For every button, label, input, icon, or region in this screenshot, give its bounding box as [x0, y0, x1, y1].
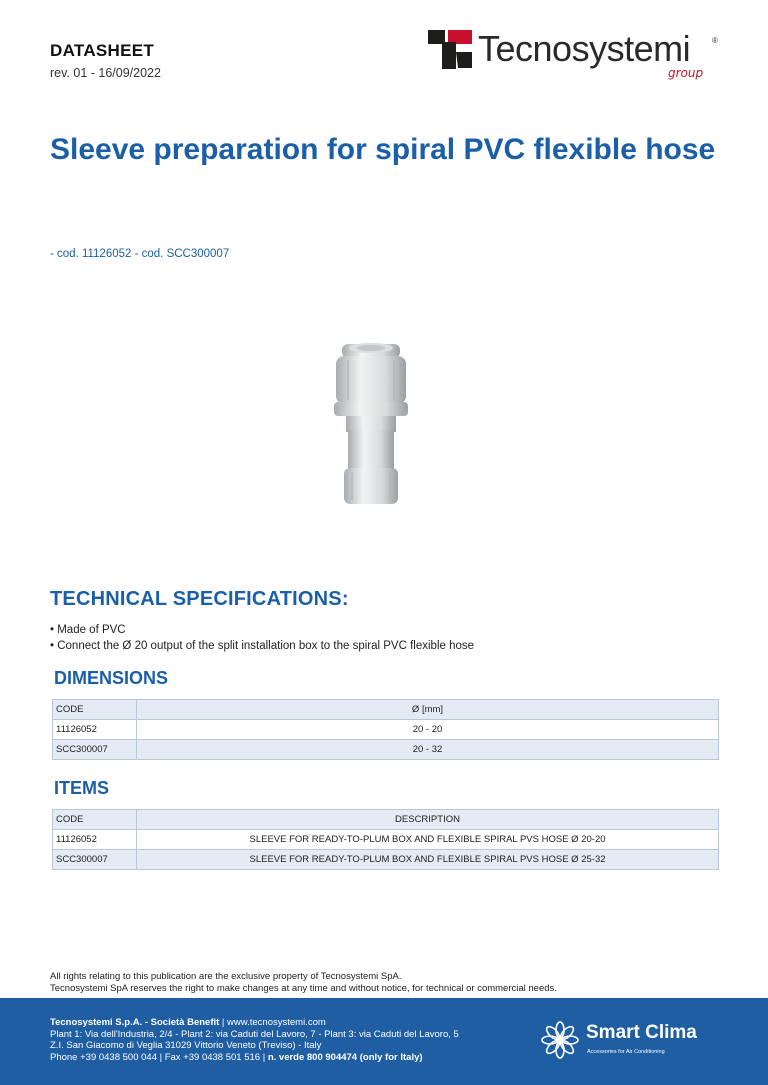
product-image — [330, 340, 412, 510]
column-header: DESCRIPTION — [137, 810, 719, 830]
smart-clima-tagline: Accessories for Air Conditioning — [587, 1049, 665, 1055]
smart-clima-logo — [540, 1018, 730, 1064]
code-cell: SCC300007 — [53, 740, 137, 760]
table-header-row — [53, 810, 719, 830]
rights-line: All rights relating to this publication are the exclusive property of Tecnosystemi SpA. — [50, 971, 402, 982]
page-title: Sleeve preparation for spiral PVC flexible hose — [50, 133, 716, 166]
description-cell: SLEEVE FOR READY-TO-PLUM BOX AND FLEXIBLE SPIRAL PVS HOSE Ø 25-32 — [137, 850, 719, 870]
smart-clima-name: Smart Clima — [586, 1022, 697, 1043]
tecnosystemi-logo-mark-icon — [428, 30, 474, 70]
rights-line: Tecnosystemi SpA reserves the right to make changes at any time and without notice, for technical or commercial needs. — [50, 983, 557, 994]
rights-notice — [50, 971, 557, 995]
revision-date: rev. 01 - 16/09/2022 — [50, 66, 161, 80]
footer-company-info — [50, 1017, 459, 1063]
company-website[interactable]: | www.tecnosystemi.com — [219, 1017, 326, 1028]
column-header: CODE — [53, 810, 137, 830]
table-header-row — [53, 700, 719, 720]
list-item: • Made of PVC — [50, 624, 126, 636]
table-row — [53, 850, 719, 870]
phone-fax: Phone +39 0438 500 044 | Fax +39 0438 501 516 | — [50, 1051, 268, 1063]
footer-plants-line: Plant 1: Via dell'Industria, 2/4 - Plant 2: via Caduti del Lavoro, 7 - Plant 3: via Caduti del Lavoro, 5 — [50, 1028, 459, 1040]
footer — [0, 998, 768, 1085]
items-heading: ITEMS — [54, 778, 110, 798]
logo-registered-mark: ® — [712, 36, 718, 45]
specs-list — [50, 622, 474, 654]
column-header: Ø [mm] — [137, 700, 719, 720]
tecnosystemi-logo — [428, 28, 728, 84]
diameter-cell: 20 - 32 — [137, 740, 719, 760]
toll-free-number: n. verde 800 904474 (only for Italy) — [267, 1051, 423, 1063]
code-cell: 11126052 — [53, 720, 137, 740]
datasheet-label: DATASHEET — [50, 41, 155, 60]
table-row — [53, 740, 719, 760]
smart-clima-flower-icon — [540, 1020, 580, 1060]
technical-specifications-heading: TECHNICAL SPECIFICATIONS: — [50, 588, 349, 610]
footer-contacts-line — [50, 1052, 459, 1064]
table-row — [53, 720, 719, 740]
dimensions-heading: DIMENSIONS — [54, 668, 169, 688]
column-header: CODE — [53, 700, 137, 720]
dimensions-table — [52, 699, 719, 760]
diameter-cell: 20 - 20 — [137, 720, 719, 740]
list-item: • Connect the Ø 20 output of the split installation box to the spiral PVC flexible hose — [50, 640, 475, 652]
company-name: Tecnosystemi S.p.A. - Società Benefit — [50, 1017, 220, 1028]
items-table — [52, 809, 719, 870]
description-cell: SLEEVE FOR READY-TO-PLUM BOX AND FLEXIBLE SPIRAL PVS HOSE Ø 20-20 — [137, 830, 719, 850]
footer-address-line: Z.I. San Giacomo di Veglia 31029 Vittorio Veneto (Treviso) - Italy — [50, 1040, 322, 1051]
product-codes: - cod. 11126052 - cod. SCC300007 — [50, 248, 230, 260]
logo-brand-text: Tecnosystemi — [478, 28, 691, 69]
table-row — [53, 830, 719, 850]
code-cell: 11126052 — [53, 830, 137, 850]
code-cell: SCC300007 — [53, 850, 137, 870]
logo-group-text: group — [668, 66, 704, 80]
footer-company-line — [50, 1017, 459, 1029]
